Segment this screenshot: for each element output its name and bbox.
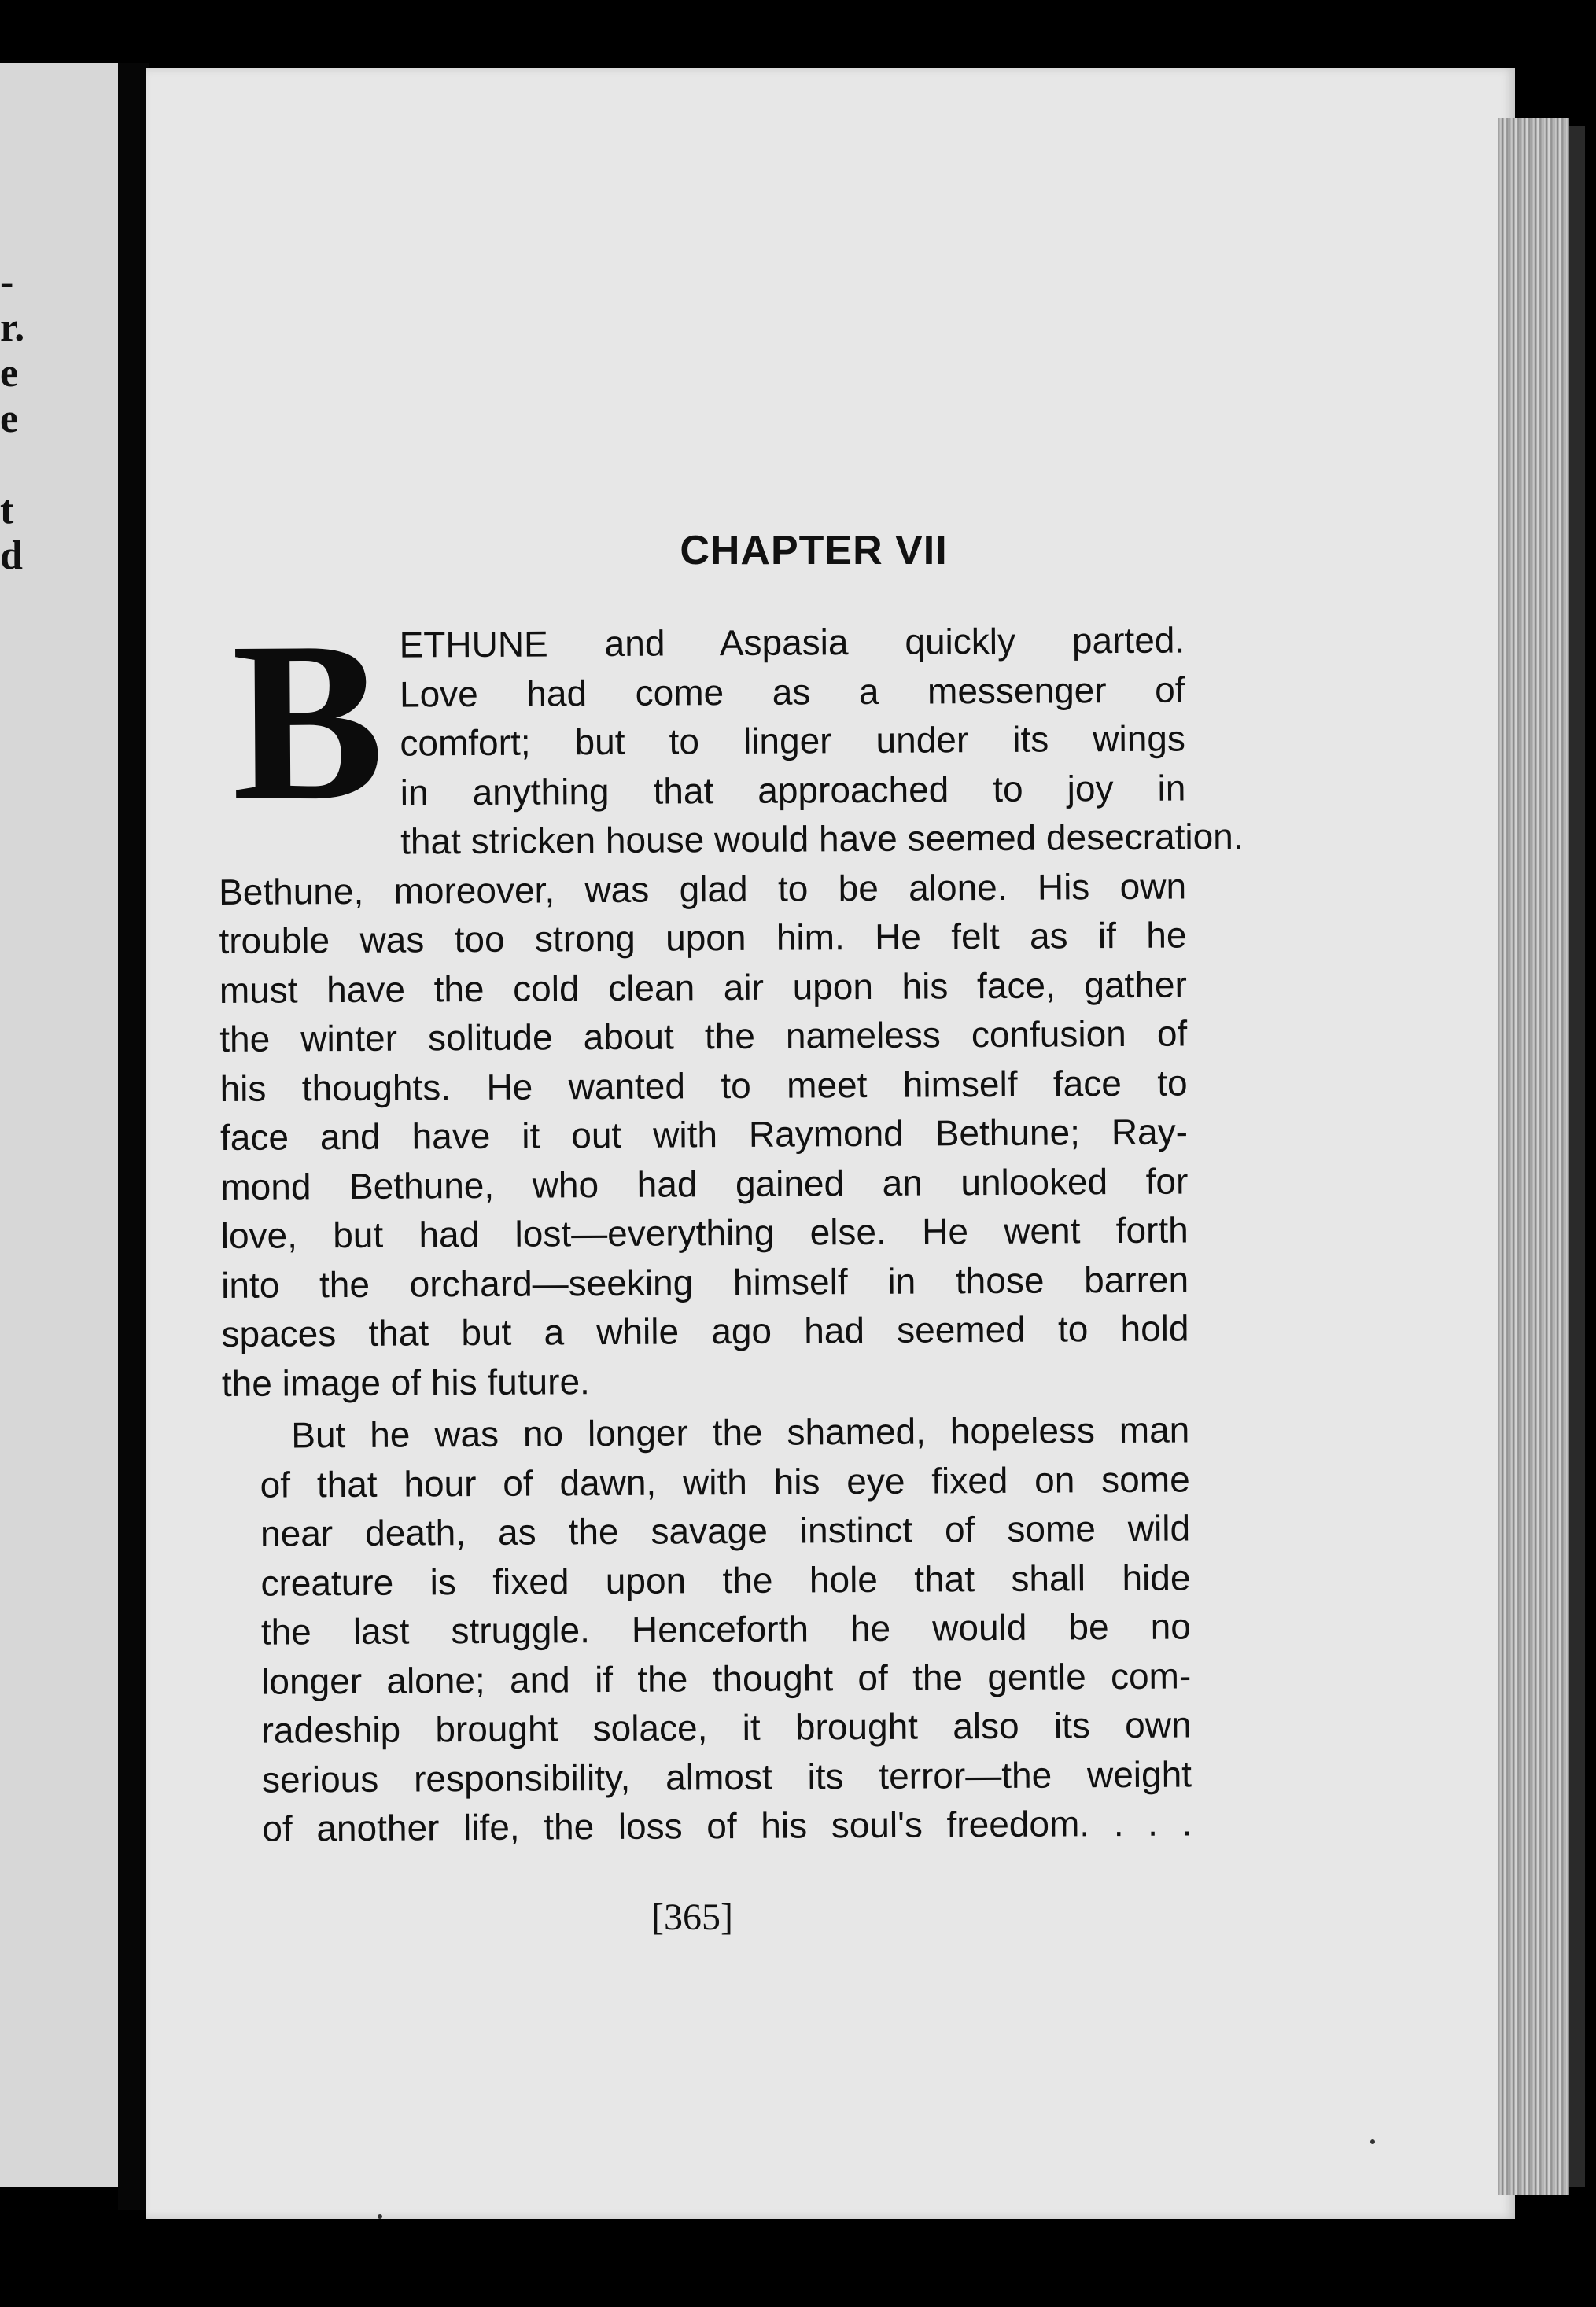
text-line: creature is fixed upon the hole that shall hide	[260, 1556, 1191, 1604]
text-line: comfort; but to linger under its wings	[400, 717, 1186, 764]
chapter-heading: CHAPTER VII	[680, 528, 948, 573]
book-gutter	[118, 63, 149, 2210]
text-line: love, but had lost—everything else. He went forth	[220, 1209, 1189, 1256]
chapter-body	[217, 594, 1244, 1853]
text-line: radeship brought solace, it brought also its own	[261, 1704, 1192, 1751]
margin-letter: e	[0, 396, 19, 441]
text-line: of another life, the loss of his soul's freedom. . . .	[262, 1802, 1192, 1849]
paragraph-1	[217, 594, 1244, 1407]
margin-letter	[0, 442, 17, 488]
margin-letter: e	[0, 351, 19, 396]
facing-page	[0, 63, 118, 2187]
text-line: the image of his future.	[221, 1360, 591, 1404]
text-line: trouble was too strong upon him. He felt as if he	[219, 914, 1187, 961]
margin-letter: r.	[0, 305, 25, 350]
speck	[378, 2214, 382, 2219]
text-line: Bethune, moreover, was glad to be alone. His own	[218, 864, 1187, 912]
text-line: that stricken house would have seemed desecration.	[400, 816, 1244, 862]
text-line: his thoughts. He wanted to meet himself face to	[219, 1061, 1188, 1109]
page-number: [365]	[651, 1896, 733, 1938]
paragraph-2	[222, 1405, 1192, 1853]
text-line: of that hour of dawn, with his eye fixed on some	[260, 1458, 1190, 1505]
margin-letter: -	[0, 260, 14, 304]
text-line: But he was no longer the shamed, hopeless man	[291, 1409, 1190, 1456]
text-line: longer alone; and if the thought of the gentle com-	[261, 1654, 1192, 1702]
drop-cap: B	[230, 594, 385, 848]
text-line: serious responsibility, almost its terror—the weight	[261, 1752, 1192, 1800]
text-line: into the orchard—seeking himself in those barren	[220, 1258, 1189, 1306]
text-line: mond Bethune, who had gained an unlooked for	[220, 1159, 1189, 1207]
text-line: the winter solitude about the nameless confusion of	[219, 1012, 1188, 1060]
speck	[1370, 2139, 1375, 2144]
text-line: in anything that approached to joy in	[400, 766, 1186, 813]
text-line: spaces that but a while ago had seemed to hold	[221, 1307, 1189, 1354]
text-line: must have the cold clean air upon his face, gather	[219, 963, 1187, 1011]
margin-letter: d	[0, 533, 23, 578]
text-line: face and have it out with Raymond Bethune; Ray-	[219, 1111, 1189, 1158]
text-line: ETHUNE and Aspasia quickly parted.	[399, 619, 1185, 665]
text-line: near death, as the savage instinct of some wild	[260, 1507, 1191, 1554]
text-line: Love had come as a messenger of	[399, 668, 1185, 715]
text-line: the last struggle. Henceforth he would be no	[260, 1605, 1191, 1653]
page-edges-shadow	[1569, 126, 1585, 2187]
page-edges	[1498, 118, 1569, 2195]
margin-letter: t	[0, 488, 14, 533]
